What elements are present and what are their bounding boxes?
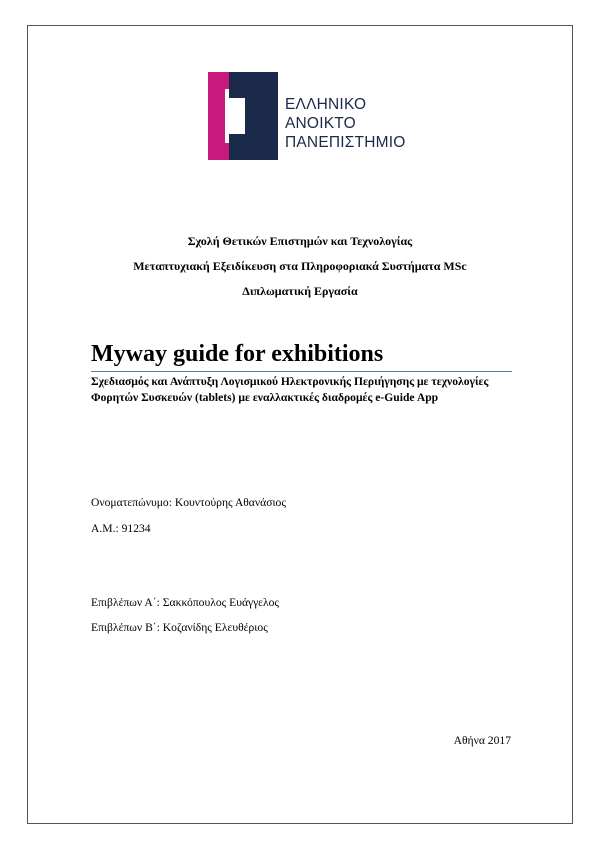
logo-navy-shape — [229, 72, 278, 160]
program-name: Μεταπτυχιακή Εξειδίκευση στα Πληροφοριακά Συστήματα MSc — [133, 259, 467, 273]
logo-line-3: ΠΑΝΕΠΙΣΤΗΜΙΟ — [285, 134, 406, 151]
title-underline — [91, 371, 512, 372]
thesis-subtitle: Σχεδιασμός και Ανάπτυξη Λογισμικού Ηλεκτρονικής Περιήγησης με τεχνολογίες Φορητών Συσκευών (tablets) με εναλλακτικές διαδρομές e-Guide App — [91, 375, 489, 404]
logo-line-2: ΑΝΟΙΚΤΟ — [285, 115, 356, 132]
place-date: Αθήνα 2017 — [453, 734, 511, 747]
supervisor-a: Επιβλέπων Α΄: Σακκόπουλος Ευάγγελος — [91, 596, 279, 609]
supervisor-b: Επιβλέπων Β΄: Κοζανίδης Ελευθέριος — [91, 621, 268, 634]
thesis-title: Myway guide for exhibitions — [91, 341, 384, 367]
logo-wordmark — [285, 95, 405, 152]
author-name: Ονοματεπώνυμο: Κουντούρης Αθανάσιος — [91, 496, 286, 509]
student-id: Α.Μ.: 91234 — [91, 522, 151, 535]
school-name: Σχολή Θετικών Επιστημών και Τεχνολογίας — [187, 234, 413, 248]
logo-line-1: ΕΛΛΗΝΙΚΟ — [285, 96, 367, 113]
thesis-type: Διπλωματική Εργασία — [242, 284, 358, 298]
institution-header — [0, 233, 600, 308]
